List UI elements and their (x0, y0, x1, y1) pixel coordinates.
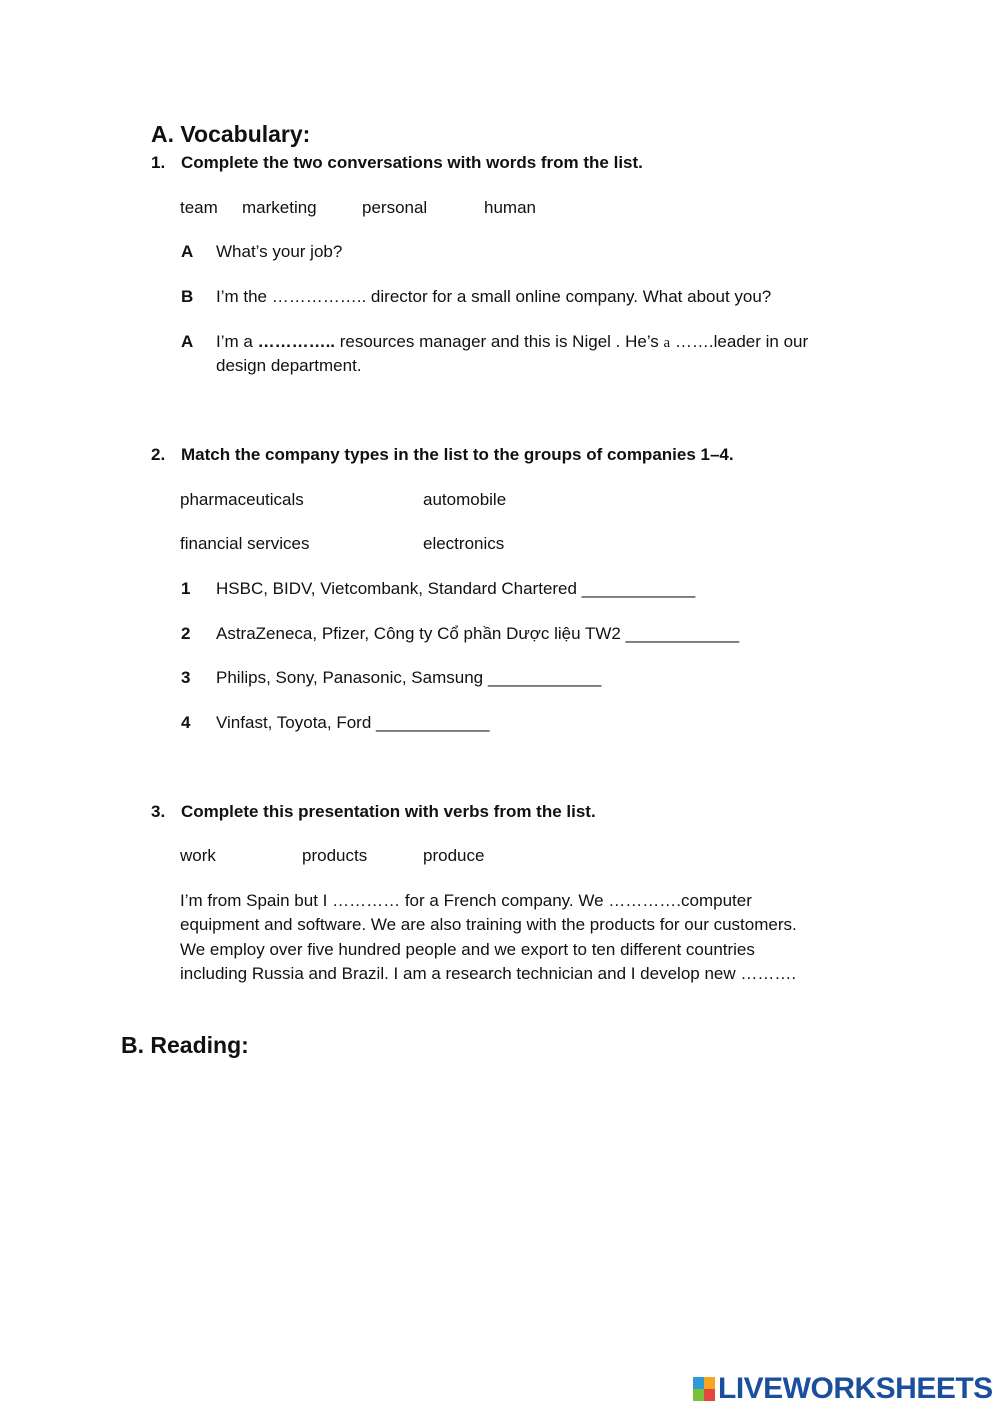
q2-number: 2. (151, 445, 166, 464)
section-a-title: A. Vocabulary: (151, 121, 311, 147)
q3-instruction: Complete this presentation with verbs from the list. (181, 802, 596, 821)
q3-paragraph-line[interactable]: I’m from Spain but I ………… for a French company. We ………….computer (180, 891, 752, 910)
q1-number: 1. (151, 153, 166, 172)
q1-word-marketing: marketing (242, 198, 317, 217)
q2-item-number: 2 (181, 624, 191, 643)
dialogue-line: What’s your job? (216, 242, 343, 261)
q2-item-number: 1 (181, 579, 191, 598)
q3-word-work: work (180, 846, 216, 865)
answer-blank[interactable]: …………….. (271, 287, 367, 306)
q3-paragraph-line: We employ over five hundred people and we export to ten different countries (180, 940, 755, 959)
q2-item-text[interactable]: Vinfast, Toyota, Ford ____________ (216, 713, 490, 732)
q2-item-text[interactable]: Philips, Sony, Panasonic, Samsung ____________ (216, 668, 602, 687)
dialogue-line: I’m a ………….. resources manager and this is Nigel . He’s a …….leader in our (216, 332, 809, 351)
dialogue-speaker: A (181, 332, 194, 351)
q2-instruction: Match the company types in the list to the groups of companies 1–4. (181, 445, 734, 464)
liveworksheets-logo (693, 1372, 993, 1406)
q2-item-text[interactable]: HSBC, BIDV, Vietcombank, Standard Chartered ____________ (216, 579, 696, 598)
brand-name: LIVEWORKSHEETS (718, 1372, 993, 1405)
answer-blank[interactable]: ………….. (257, 332, 336, 351)
q2-type-financial-services: financial services (180, 534, 310, 553)
dialogue-line: I’m the …………….. director for a small online company. What about you? (216, 287, 772, 306)
q2-type-pharmaceuticals: pharmaceuticals (180, 490, 304, 509)
dialogue-speaker: B (181, 287, 194, 306)
q2-type-electronics: electronics (423, 534, 505, 553)
q2-type-automobile: automobile (423, 490, 507, 509)
q1-word-personal: personal (362, 198, 428, 217)
q2-item-number: 4 (181, 713, 191, 732)
q3-word-produce: produce (423, 846, 485, 865)
q3-number: 3. (151, 802, 166, 821)
q1-word-human: human (484, 198, 536, 217)
dialogue-speaker: A (181, 242, 194, 261)
dialogue-line-continued: design department. (216, 356, 362, 375)
q3-paragraph-line[interactable]: including Russia and Brazil. I am a research technician and I develop new ………. (180, 964, 797, 983)
q2-item-text[interactable]: AstraZeneca, Pfizer, Công ty Cổ phần Dược liệu TW2 ____________ (216, 624, 740, 643)
q1-instruction: Complete the two conversations with words from the list. (181, 153, 643, 172)
q2-item-number: 3 (181, 668, 191, 687)
section-b-title: B. Reading: (121, 1032, 249, 1058)
q1-word-team: team (180, 198, 218, 217)
q3-paragraph-line: equipment and software. We are also training with the products for our customers. (180, 915, 797, 934)
q3-word-products: products (302, 846, 368, 865)
logo-tiles-icon (693, 1377, 715, 1401)
